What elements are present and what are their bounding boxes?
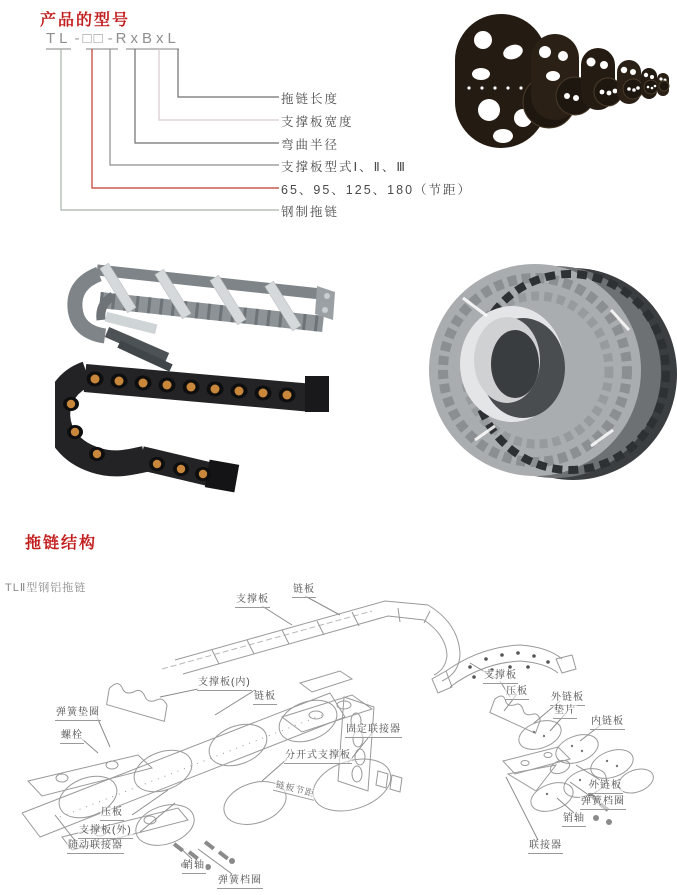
model-label-chain-length: 拖链长度	[281, 92, 340, 106]
part-label-press-plate-left: 压板	[100, 807, 124, 821]
part-label-outer-link-plate: 外链板	[550, 692, 585, 706]
part-label-spring-ring-right: 弹簧档圈	[580, 796, 626, 810]
model-label-pitch: 65、95、125、180（节距）	[281, 183, 473, 197]
part-label-split-support-plate: 分开式支撑板	[284, 750, 352, 764]
model-label-plate-type: 支撑板型式Ⅰ、Ⅱ、Ⅲ	[281, 160, 407, 174]
part-label-spring-washer: 弹簧垫圈	[55, 707, 101, 721]
chain-link-plates-photo	[445, 0, 677, 160]
part-label-spring-ring-left: 弹簧档圈	[217, 875, 263, 889]
part-label-gasket: 垫片	[553, 705, 577, 719]
part-label-pin-shaft-left: 销轴	[182, 860, 206, 874]
part-label-support-plate-outer: 支撑板(外)	[78, 825, 133, 839]
steel-and-roller-chain-photo	[55, 248, 340, 493]
section-title-structure: 拖链结构	[25, 535, 98, 552]
part-label-connector: 联接器	[528, 840, 563, 854]
model-code-boxes: □□	[82, 30, 105, 47]
section-title-product-model: 产品的型号	[40, 12, 131, 29]
part-label-outer-link-plate-2: 外链板	[588, 780, 623, 794]
part-label-support-plate-inner: 支撑板(内)	[197, 677, 252, 691]
model-code-prefix: TL	[46, 30, 72, 47]
part-label-link-plate-top: 链板	[292, 584, 316, 598]
part-label-link-plate-2: 链板	[253, 691, 277, 705]
part-label-link-plate-pitch: 链板节距	[273, 779, 317, 801]
part-label-support-plate-right: 支撑板	[483, 670, 518, 684]
model-code-suffix: RxBxL	[115, 30, 180, 47]
part-label-pin-shaft-right: 销轴	[562, 813, 586, 827]
part-label-bolt: 螺栓	[60, 730, 84, 744]
structure-subtitle: TLⅡ型钢铝拖链	[5, 582, 87, 594]
part-label-inner-link-plate: 内链板	[590, 716, 625, 730]
part-label-follower-connector: 随动联接器	[67, 840, 124, 854]
model-code-dash1: -	[74, 30, 80, 47]
part-label-press-plate-right: 压板	[505, 686, 529, 700]
model-label-steel-chain: 钢制拖链	[281, 205, 340, 219]
part-label-fixed-connector: 固定联接器	[345, 724, 402, 738]
model-label-bend-radius: 弯曲半径	[281, 138, 340, 152]
model-label-plate-width: 支撑板宽度	[281, 115, 354, 129]
coiled-drag-chain-photo	[415, 250, 677, 490]
model-code-dash2: -	[107, 30, 113, 47]
part-label-support-plate-top: 支撑板	[235, 594, 270, 608]
